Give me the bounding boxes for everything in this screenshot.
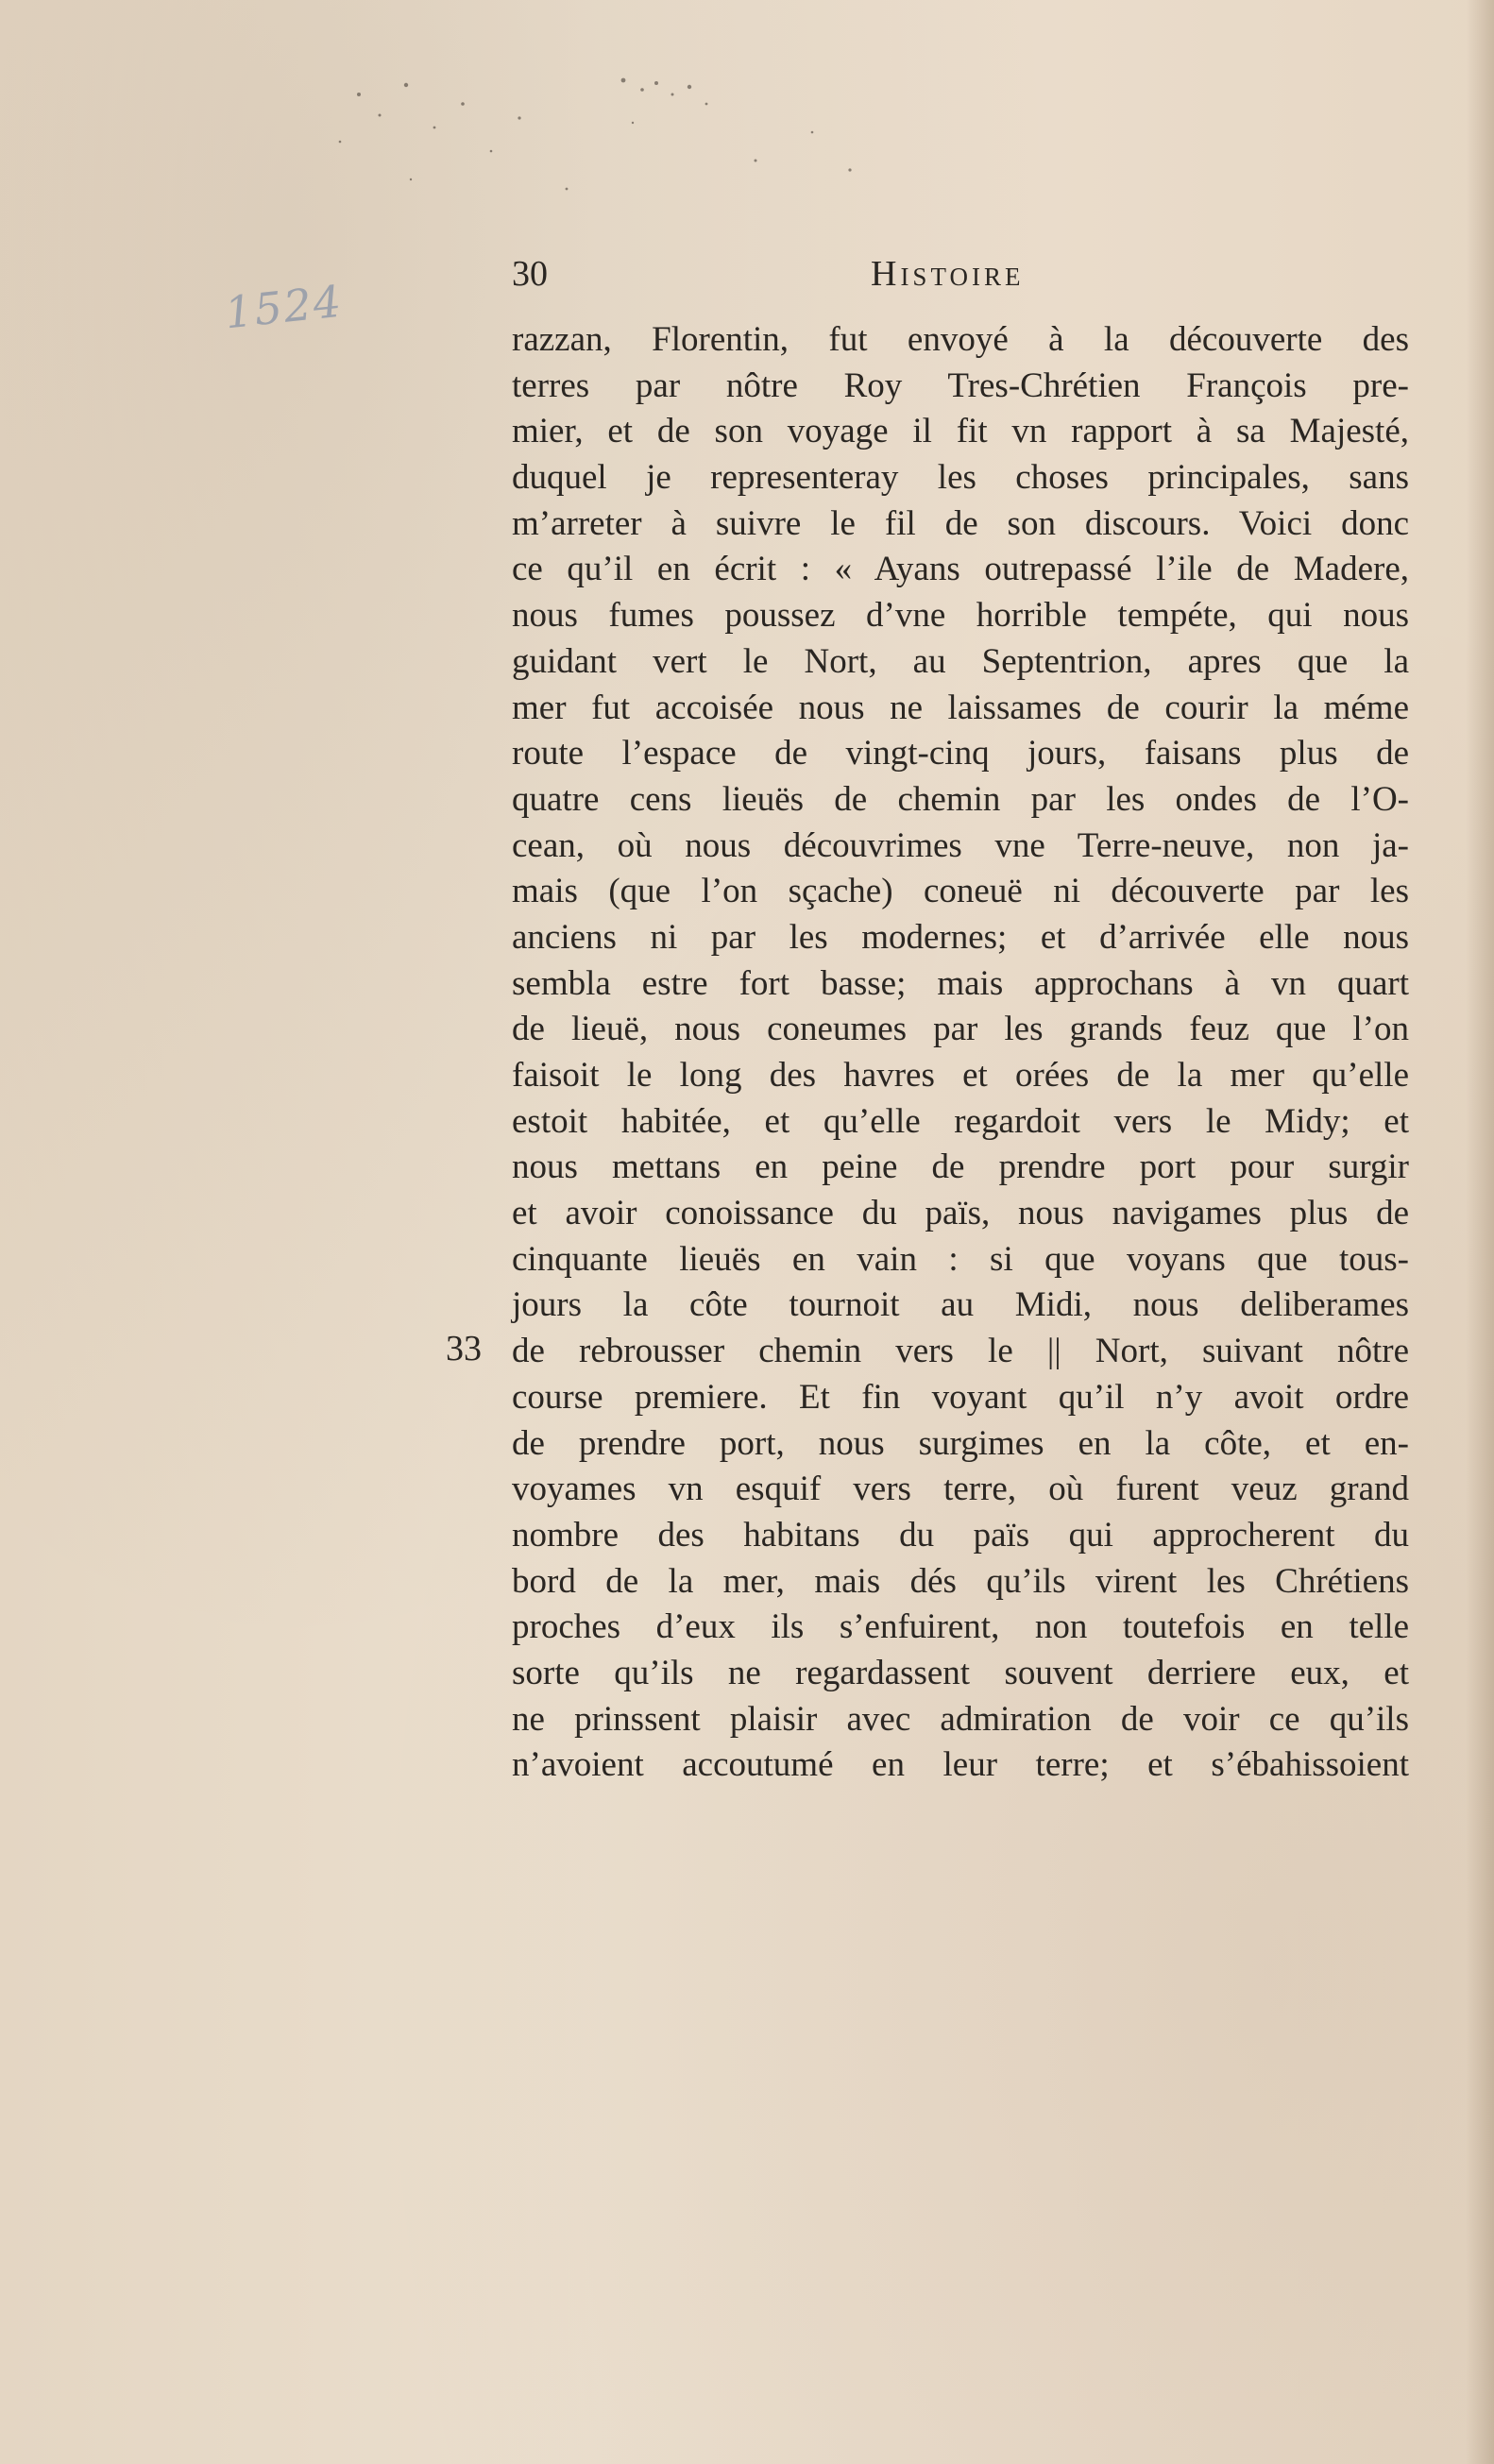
text-line: mer fut accoisée nous ne laissames de courir la méme bbox=[512, 688, 1409, 727]
text-line: sorte qu’ils ne regardassent souvent derriere eux, et bbox=[512, 1653, 1409, 1692]
text-line: et avoir conoissance du païs, nous navigames plus de bbox=[512, 1194, 1409, 1233]
text-line: bord de la mer, mais dés qu’ils virent les Chrétiens bbox=[512, 1561, 1409, 1601]
text-line: de lieuë, nous coneumes par les grands feuz que l’on bbox=[512, 1010, 1409, 1049]
page-edge-shadow bbox=[1466, 0, 1494, 2464]
marginal-page-reference: 33 bbox=[446, 1329, 482, 1368]
page-number: 30 bbox=[512, 254, 548, 294]
text-line: estoit habitée, et qu’elle regardoit vers le Midy; et bbox=[512, 1101, 1409, 1141]
text-line: quatre cens lieuës de chemin par les ondes de l’O- bbox=[512, 779, 1409, 819]
text-line: voyames vn esquif vers terre, où furent veuz grand bbox=[512, 1470, 1409, 1509]
text-line: de prendre port, nous surgimes en la côte, et en- bbox=[512, 1423, 1409, 1463]
header-title: Histoire bbox=[871, 254, 1025, 294]
text-line: razzan, Florentin, fut envoyé à la découverte des bbox=[512, 320, 1409, 359]
text-line: ce qu’il en écrit : « Ayans outrepassé l’ile de Madere, bbox=[512, 550, 1409, 589]
text-line: jours la côte tournoit au Midi, nous deliberames bbox=[512, 1285, 1409, 1325]
text-line: terres par nôtre Roy Tres-Chrétien François pre- bbox=[512, 365, 1409, 405]
text-line: nous mettans en peine de prendre port pour surgir bbox=[512, 1147, 1409, 1187]
text-line: mier, et de son voyage il fit vn rapport à sa Majesté, bbox=[512, 412, 1409, 451]
handwritten-margin-note: 1524 bbox=[222, 275, 346, 339]
text-line: m’arreter à suivre le fil de son discours. Voici donc bbox=[512, 503, 1409, 543]
text-line: cinquante lieuës en vain : si que voyans que tous- bbox=[512, 1239, 1409, 1279]
running-head bbox=[512, 253, 1418, 300]
text-line: proches d’eux ils s’enfuirent, non toutefois en telle bbox=[512, 1607, 1409, 1647]
text-line: de rebrousser chemin vers le || Nort, suivant nôtre bbox=[512, 1332, 1409, 1371]
text-line: nous fumes poussez d’vne horrible tempéte, qui nous bbox=[512, 596, 1409, 636]
text-line: n’avoient accoutumé en leur terre; et s’ébahissoient bbox=[512, 1745, 1409, 1785]
text-line: duquel je representeray les choses principales, sans bbox=[512, 458, 1409, 498]
ink-speckles bbox=[321, 38, 982, 227]
text-line: nombre des habitans du païs qui approcherent du bbox=[512, 1515, 1409, 1555]
text-line: cean, où nous découvrimes vne Terre-neuve, non ja- bbox=[512, 825, 1409, 865]
body-text bbox=[512, 317, 1409, 1789]
text-line: faisoit le long des havres et orées de la mer qu’elle bbox=[512, 1056, 1409, 1095]
text-line: course premiere. Et fin voyant qu’il n’y avoit ordre bbox=[512, 1377, 1409, 1417]
text-line: ne prinssent plaisir avec admiration de voir ce qu’ils bbox=[512, 1699, 1409, 1739]
text-line: anciens ni par les modernes; et d’arrivée elle nous bbox=[512, 917, 1409, 957]
text-line: guidant vert le Nort, au Septentrion, apres que la bbox=[512, 641, 1409, 681]
text-line: mais (que l’on sçache) coneuë ni découverte par les bbox=[512, 872, 1409, 911]
text-line: sembla estre fort basse; mais approchans à vn quart bbox=[512, 963, 1409, 1003]
text-line: route l’espace de vingt-cinq jours, faisans plus de bbox=[512, 734, 1409, 773]
